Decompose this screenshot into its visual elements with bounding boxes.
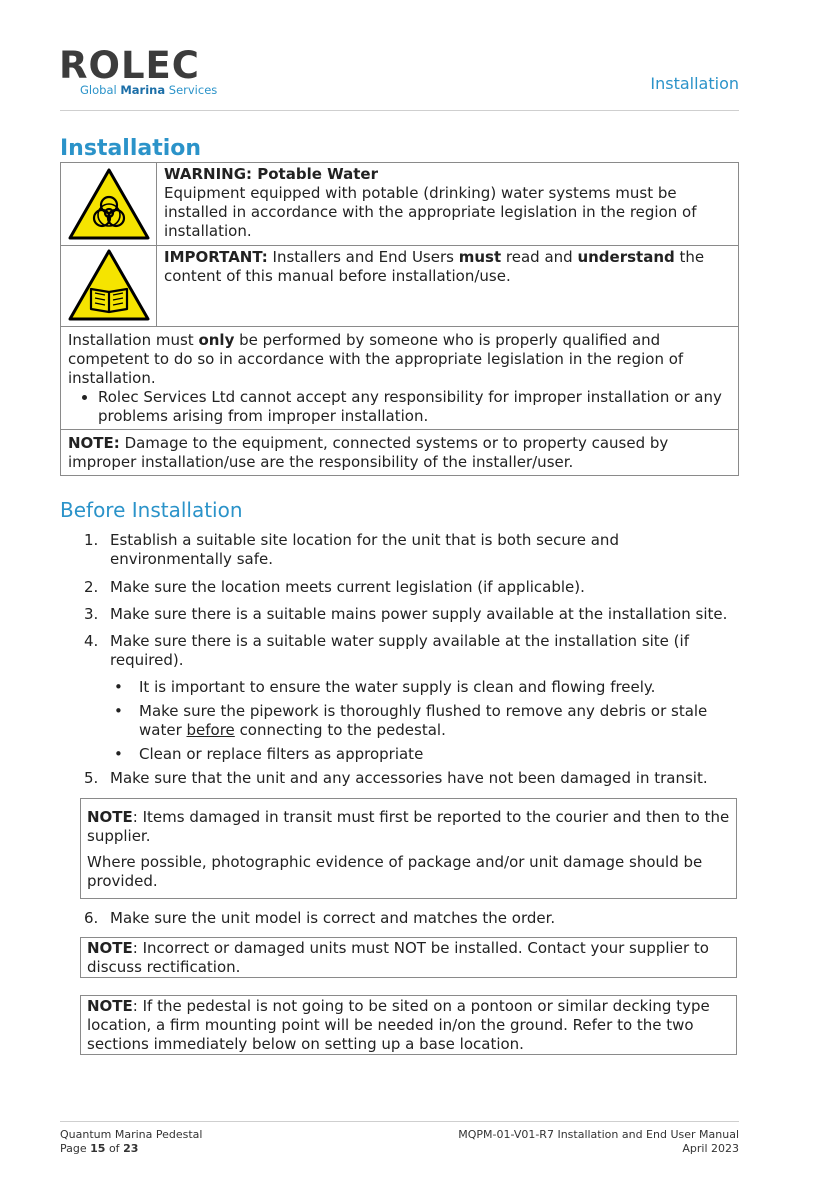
damage-note: NOTE: Damage to the equipment, connected systems or to property caused by improper installation/use are the responsibility of the installer/user. <box>68 434 669 471</box>
pedestal-note-box <box>80 995 737 1055</box>
read-manual-icon <box>67 248 151 322</box>
footer-doc-ref: MQPM-01-V01-R7 Installation and End User Manual <box>458 1128 739 1141</box>
transit-note-box <box>80 798 737 899</box>
footer-product: Quantum Marina Pedestal <box>60 1128 203 1141</box>
footer-date: April 2023 <box>682 1142 739 1155</box>
list-item: 5. Make sure that the unit and any accessories have not been damaged in transit. <box>84 769 708 787</box>
incorrect-note-box <box>80 937 737 978</box>
water-sub-bullets <box>84 678 744 764</box>
header-section-title: Installation <box>650 74 739 93</box>
important-text-cell <box>157 246 739 327</box>
damage-note-cell <box>61 430 739 476</box>
list-item: 2. Make sure the location meets current legislation (if applicable). <box>84 578 585 596</box>
rolec-logo <box>59 44 219 97</box>
warning-body: Equipment equipped with potable (drinking) water systems must be installed in accordance with the appropriate legislation in the region of installation. <box>164 184 697 240</box>
list-item: 3. Make sure there is a suitable mains power supply available at the installation site. <box>84 605 728 623</box>
pedestal-note: NOTE: If the pedestal is not going to be sited on a pontoon or similar decking type location, a firm mounting point will be needed in/on the ground. Refer to the two sections immediately below on setting up a base location. <box>87 997 710 1053</box>
footer-page-number: Page 15 of 23 <box>60 1142 139 1155</box>
incorrect-note: NOTE: Incorrect or damaged units must NOT be installed. Contact your supplier to discuss rectification. <box>87 939 709 976</box>
biohazard-cell <box>61 163 157 246</box>
page-title: Installation <box>60 136 202 161</box>
qualified-cell <box>61 327 739 430</box>
logo-tagline: Global Marina Services <box>80 83 218 97</box>
footer-left <box>60 1128 202 1156</box>
qualified-text: Installation must only be performed by someone who is properly qualified and competent to do so in accordance with the appropriate legislation in the region of installation. <box>68 331 684 387</box>
responsibility-bullet: • Rolec Services Ltd cannot accept any responsibility for improper installation or any problems arising from improper installation. <box>98 388 731 426</box>
header-divider <box>60 110 739 111</box>
steps-list <box>84 531 744 788</box>
list-item: 6. Make sure the unit model is correct and matches the order. <box>84 909 556 927</box>
logo-wordmark: ROLEC <box>59 44 200 87</box>
footer-right <box>458 1128 739 1156</box>
sub-bullet: • Clean or replace filters as appropriate <box>114 745 424 763</box>
warning-text-cell <box>157 163 739 246</box>
transit-note-p2: Where possible, photographic evidence of package and/or unit damage should be provided. <box>87 853 703 890</box>
sub-bullet: • It is important to ensure the water supply is clean and flowing freely. <box>114 678 656 696</box>
important-text: IMPORTANT: Installers and End Users must read and understand the content of this manual before installation/use. <box>164 248 705 285</box>
list-item: 4. Make sure there is a suitable water supply available at the installation site (if required). <box>84 632 689 669</box>
sub-bullet: • Make sure the pipework is thoroughly flushed to remove any debris or stale water before connecting to the pedestal. <box>114 702 708 739</box>
section-heading-before-installation: Before Installation <box>60 498 243 522</box>
manual-cell <box>61 246 157 327</box>
list-item: 1. Establish a suitable site location for the unit that is both secure and environmentally safe. <box>84 531 619 568</box>
transit-note-p1: NOTE: Items damaged in transit must first be reported to the courier and then to the supplier. <box>87 808 730 845</box>
warning-title: WARNING: Potable Water <box>164 165 378 183</box>
steps-list-continued <box>84 909 744 928</box>
footer-divider <box>60 1121 739 1122</box>
safety-table <box>60 162 739 476</box>
biohazard-warning-icon <box>67 167 151 241</box>
